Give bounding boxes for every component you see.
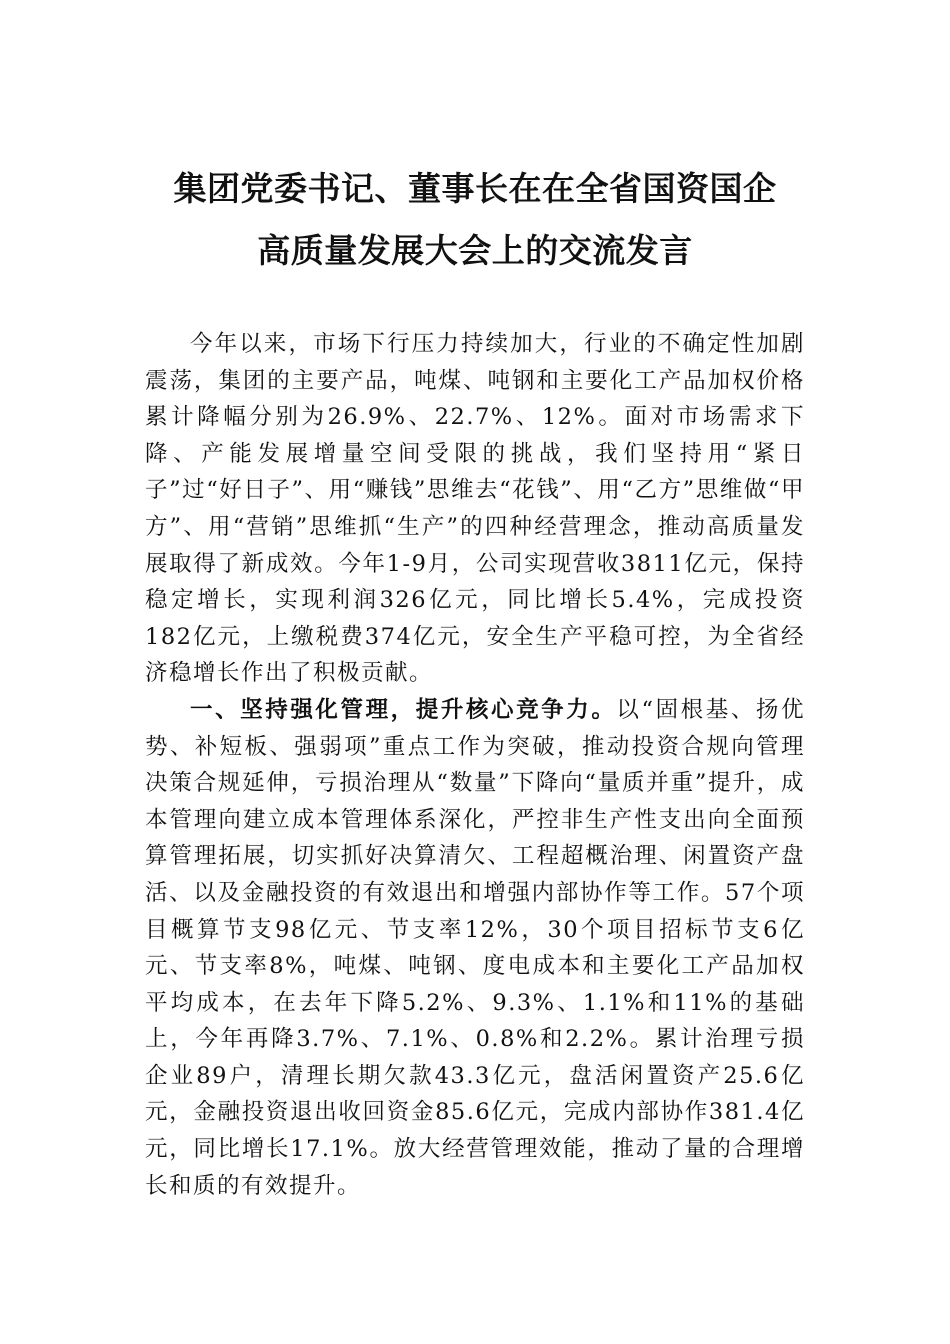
title-line-2: 高质量发展大会上的交流发言 — [257, 231, 693, 270]
section-1-text: 以“固根基、扬优势、补短板、强弱项”重点工作为突破，推动投资合规向管理决策合规延伸，亏损治理从“数量”下降向“量质并重”提升，成本管理向建立成本管理体系深化，严控非生产性支出向全面预算管理拓展，切实抓好决算清欠、工程超概治理、闲置资产盘活、以及金融投资的有效退出和增强内部协作等工作。57个项目概算节支98亿元、节支率12%，30个项目招标节支6亿元、节支率8%，吨煤、吨钢、度电成本和主要化工产品加权平均成本，在去年下降5.2%、9.3%、1.1%和11%的基础上，今年再降3.7%、7.1%、0.8%和2.2%。累计治理亏损企业89户，清理长期欠款43.3亿元，盘活闲置资产25.6亿元，金融投资退出收回资金85.6亿元，完成内部协作381.4亿元，同比增长17.1%。放大经营管理效能，推动了量的合理增长和质的有效提升。 — [145, 696, 805, 1199]
section-1-paragraph — [145, 692, 805, 1204]
section-1-heading: 一、坚持强化管理，提升核心竞争力。 — [190, 696, 617, 723]
title-line-1: 集团党委书记、董事长在在全省国资国企 — [173, 169, 777, 208]
document-title — [140, 158, 810, 282]
intro-paragraph: 今年以来，市场下行压力持续加大，行业的不确定性加剧震荡，集团的主要产品，吨煤、吨钢和主要化工产品加权价格累计降幅分别为26.9%、22.7%、12%。面对市场需求下降、产能发展增量空间受限的挑战，我们坚持用“紧日子”过“好日子”、用“赚钱”思维去“花钱”、用“乙方”思维做“甲方”、用“营销”思维抓“生产”的四种经营理念，推动高质量发展取得了新成效。今年1-9月，公司实现营收3811亿元，保持稳定增长，实现利润326亿元，同比增长5.4%，完成投资182亿元，上缴税费374亿元，安全生产平稳可控，为全省经济稳增长作出了积极贡献。 — [145, 331, 805, 687]
document-body — [145, 326, 805, 1204]
